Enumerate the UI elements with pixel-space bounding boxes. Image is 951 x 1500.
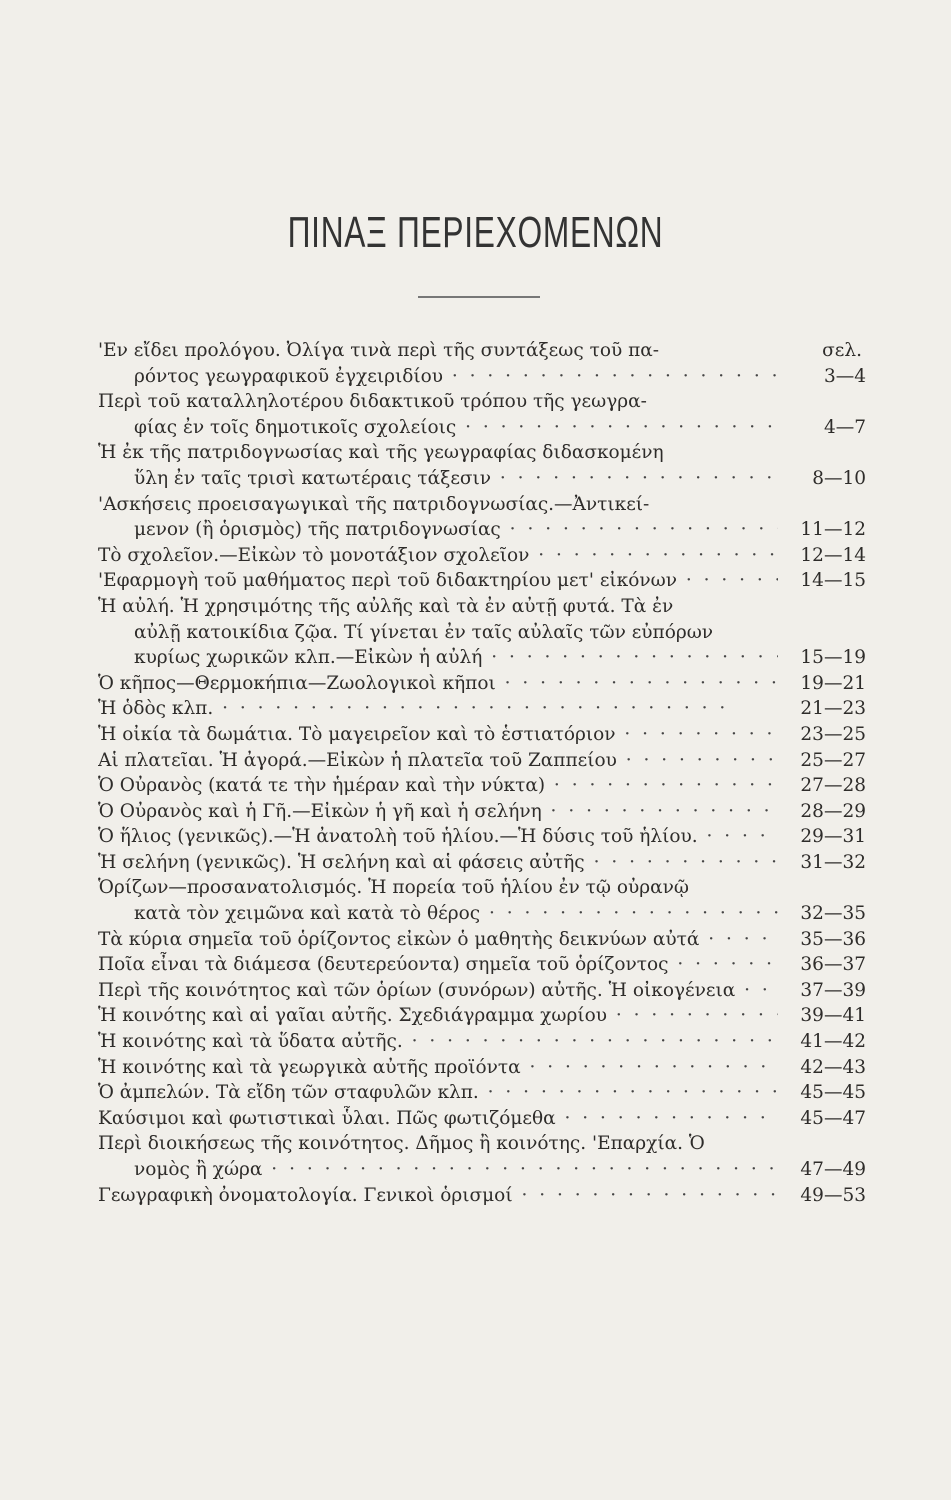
toc-line <box>98 543 868 569</box>
toc-line <box>98 773 868 799</box>
toc-line <box>98 696 868 722</box>
toc-page-range: 37—39 <box>800 979 866 1001</box>
toc-page-range: 4—7 <box>823 416 866 438</box>
toc-line <box>98 517 868 543</box>
leader-dots <box>699 929 778 950</box>
toc-entry-text: Ἡ αὐλή. Ἡ χρησιμότης τῆς αὐλῆς καὶ τὰ ἐν αὐτῇ φυτά. Τὰ ἐν <box>98 595 674 617</box>
toc-entry <box>98 952 868 978</box>
toc-line <box>98 748 868 774</box>
toc-entry-text: Ἡ σελήνη (γενικῶς). Ἡ σελήνη καὶ αἱ φάσεις αὐτῆς <box>98 851 585 873</box>
toc-line <box>98 1157 868 1183</box>
leader-dots <box>213 698 728 719</box>
toc-line <box>98 568 868 594</box>
leader-dots <box>556 1108 778 1129</box>
toc-line <box>98 440 868 466</box>
toc-page-range: 42—43 <box>800 1056 866 1078</box>
toc-entry-text: φίας ἐν τοῖς δημοτικοῖς σχολείοις <box>134 416 457 438</box>
toc-entry <box>98 1131 868 1182</box>
toc-entry <box>98 1055 868 1081</box>
toc-entry <box>98 773 868 799</box>
toc-line <box>98 364 868 390</box>
toc-line <box>98 492 868 518</box>
toc-entry-text: Γεωγραφικὴ ὀνοματολογία. Γενικοὶ ὁρισμοί <box>98 1184 513 1206</box>
page-column-header: σελ. <box>822 340 862 361</box>
toc-line <box>98 875 868 901</box>
title-divider <box>418 296 540 298</box>
toc-page-range: 45—45 <box>800 1082 866 1104</box>
leader-dots <box>443 366 778 387</box>
leader-dots <box>496 673 778 694</box>
table-of-contents <box>98 338 868 1208</box>
toc-page-range: 15—19 <box>800 647 866 669</box>
toc-entry-text: Αἱ πλατεῖαι. Ἡ ἀγορά.—Εἰκὼν ἡ πλατεῖα τοῦ Ζαππείου <box>98 749 617 771</box>
toc-entry-text: μενον (ἢ ὁρισμὸς) τῆς πατριδογνωσίας <box>134 519 501 541</box>
toc-entry <box>98 850 868 876</box>
toc-line <box>98 594 868 620</box>
toc-line <box>98 799 868 825</box>
leader-dots <box>262 1159 777 1180</box>
toc-line <box>98 338 868 364</box>
leader-dots <box>585 852 778 873</box>
leader-dots <box>677 570 778 591</box>
toc-line <box>98 466 868 492</box>
toc-line <box>98 722 868 748</box>
page-title: ΠΙΝΑΞ ΠΕΡΙΕΧΟΜΕΝΩΝ <box>287 208 664 257</box>
toc-page-range: 31—32 <box>800 851 866 873</box>
toc-entry-text: Ἡ ἐκ τῆς πατριδογνωσίας καὶ τῆς γεωγραφίας διδασκομένη <box>98 442 664 464</box>
leader-dots <box>607 1005 778 1026</box>
toc-entry-text: Ὁ ἥλιος (γενικῶς).—Ἡ ἀνατολὴ τοῦ ἡλίου.—Ἡ δύσις τοῦ ἡλίου. <box>98 826 698 848</box>
toc-entry <box>98 492 868 543</box>
toc-page-range: 12—14 <box>800 544 866 566</box>
toc-line <box>98 1055 868 1081</box>
toc-entry-text: Περὶ τοῦ καταλληλοτέρου διδακτικοῦ τρόπου τῆς γεωγρα- <box>98 391 647 413</box>
toc-entry-text: 'Ασκήσεις προεισαγωγικαὶ τῆς πατριδογνωσίας.—Ἀντικεί- <box>98 493 650 515</box>
toc-entry <box>98 748 868 774</box>
leader-dots <box>616 724 778 745</box>
toc-entry <box>98 722 868 748</box>
toc-entry-text: Καύσιμοι καὶ φωτιστικαὶ ὗλαι. Πῶς φωτιζόμεθα <box>98 1107 556 1129</box>
toc-page-range: 14—15 <box>800 570 866 592</box>
toc-entry-text: Ἡ κοινότης καὶ τὰ γεωργικὰ αὐτῆς προϊόντα <box>98 1056 521 1078</box>
toc-page-range: 27—28 <box>800 775 866 797</box>
toc-line <box>98 901 868 927</box>
toc-entry-text: Περὶ διοικήσεως τῆς κοινότητος. Δῆμος ἢ κοινότης. 'Επαρχία. Ὁ <box>98 1133 705 1155</box>
leader-dots <box>542 801 778 822</box>
toc-page-range: 28—29 <box>800 800 866 822</box>
leader-dots <box>501 519 778 540</box>
toc-page-range: 32—35 <box>800 903 866 925</box>
toc-line <box>98 415 868 441</box>
toc-page-range: 41—42 <box>800 1031 866 1053</box>
leader-dots <box>545 775 778 796</box>
toc-line <box>98 1029 868 1055</box>
toc-entry <box>98 1183 868 1209</box>
toc-entry <box>98 1106 868 1132</box>
leader-dots <box>698 826 778 847</box>
toc-entry <box>98 927 868 953</box>
toc-page-range: 39—41 <box>800 1005 866 1027</box>
toc-entry-text: κυρίως χωρικῶν κλπ.—Εἰκὼν ἡ αὐλή <box>134 647 483 669</box>
toc-page-range: 25—27 <box>800 749 866 771</box>
toc-entry <box>98 568 868 594</box>
toc-entry <box>98 338 868 389</box>
toc-entry <box>98 543 868 569</box>
toc-line <box>98 850 868 876</box>
toc-line <box>98 1183 868 1209</box>
toc-line <box>98 1003 868 1029</box>
toc-line <box>98 1106 868 1132</box>
toc-entry <box>98 389 868 440</box>
toc-line <box>98 927 868 953</box>
toc-entries <box>98 338 868 1208</box>
toc-line <box>98 671 868 697</box>
toc-page-range: 49—53 <box>800 1184 866 1206</box>
leader-dots <box>513 1185 778 1206</box>
toc-line <box>98 978 868 1004</box>
toc-entry-text: Ὁρίζων—προσανατολισμός. Ἡ πορεία τοῦ ἡλίου ἐν τῷ οὐρανῷ <box>98 877 689 899</box>
toc-page-range: 45—47 <box>800 1107 866 1129</box>
toc-entry <box>98 875 868 926</box>
toc-entry <box>98 1080 868 1106</box>
toc-line <box>98 1131 868 1157</box>
leader-dots <box>669 954 779 975</box>
leader-dots <box>529 545 778 566</box>
toc-entry-text: Ἡ ὁδὸς κλπ. <box>98 698 214 720</box>
toc-entry-text: Τὰ κύρια σημεῖα τοῦ ὁρίζοντος εἰκὼν ὁ μαθητὴς δεικνύων αὐτά <box>98 928 700 950</box>
toc-page-range: 11—12 <box>800 519 866 541</box>
toc-entry-text: ρόντος γεωγραφικοῦ ἐγχειριδίου <box>134 365 443 387</box>
leader-dots <box>491 468 778 489</box>
toc-entry <box>98 696 868 722</box>
toc-line <box>98 645 868 671</box>
toc-entry <box>98 824 868 850</box>
toc-entry-text: νομὸς ἢ χώρα <box>134 1159 263 1180</box>
toc-entry <box>98 1003 868 1029</box>
toc-entry-text: κατὰ τὸν χειμῶνα καὶ κατὰ τὸ θέρος <box>134 903 481 925</box>
toc-entry-text: αὐλῇ κατοικίδια ζῷα. Τί γίνεται ἐν ταῖς αὐλαῖς τῶν εὐπόρων <box>134 621 714 643</box>
toc-page-range: 23—25 <box>800 723 866 745</box>
toc-entry-text: Ὁ Οὐρανὸς (κατά τε τὴν ἡμέραν καὶ τὴν νύκτα) <box>98 775 546 797</box>
toc-page-range: 19—21 <box>800 672 866 694</box>
toc-entry-text: 'Εφαρμογὴ τοῦ μαθήματος περὶ τοῦ διδακτηρίου μετ' εἰκόνων <box>98 570 677 592</box>
toc-entry-text: Ὁ Οὐρανὸς καὶ ἡ Γῆ.—Εἰκὼν ἡ γῆ καὶ ἡ σελήνη <box>98 800 542 822</box>
leader-dots <box>735 980 778 1001</box>
toc-line <box>98 620 868 646</box>
leader-dots <box>456 417 778 438</box>
toc-entry-text: 'Εν εἴδει προλόγου. Ὀλίγα τινὰ περὶ τῆς συντάξεως τοῦ πα- <box>98 340 659 361</box>
toc-entry-text: Ἡ οἰκία τὰ δωμάτια. Τὸ μαγειρεῖον καὶ τὸ ἑστιατόριον <box>98 723 616 745</box>
toc-entry-text: Περὶ τῆς κοινότητος καὶ τῶν ὁρίων (συνόρων) αὐτῆς. Ἡ οἰκογένεια <box>98 979 736 1001</box>
toc-page-range: 8—10 <box>812 467 866 489</box>
toc-line <box>98 824 868 850</box>
leader-dots <box>617 750 778 771</box>
toc-page-range: 3—4 <box>823 365 866 387</box>
toc-entry <box>98 978 868 1004</box>
toc-entry-text: Ὁ ἀμπελών. Τὰ εἴδη τῶν σταφυλῶν κλπ. <box>98 1082 479 1104</box>
toc-line <box>98 1080 868 1106</box>
toc-line <box>98 389 868 415</box>
leader-dots <box>482 647 778 668</box>
leader-dots <box>480 903 778 924</box>
toc-entry <box>98 1029 868 1055</box>
toc-page-range: 36—37 <box>800 954 866 976</box>
leader-dots <box>521 1057 778 1078</box>
toc-entry-text: Ἡ κοινότης καὶ τὰ ὕδατα αὐτῆς. <box>98 1031 403 1053</box>
toc-entry-text: ὕλη ἐν ταῖς τρισὶ κατωτέραις τάξεσιν <box>134 467 492 489</box>
toc-entry-text: Ἡ κοινότης καὶ αἱ γαῖαι αὐτῆς. Σχεδιάγραμμα χωρίου <box>98 1005 607 1027</box>
leader-dots <box>403 1031 778 1052</box>
toc-entry-text: Ποῖα εἶναι τὰ διάμεσα (δευτερεύοντα) σημεῖα τοῦ ὁρίζοντος <box>98 954 669 976</box>
toc-entry <box>98 799 868 825</box>
toc-page-range: 29—31 <box>800 826 866 848</box>
toc-page-range: 21—23 <box>800 698 866 720</box>
toc-page-range: 35—36 <box>800 928 866 950</box>
toc-page-range: 47—49 <box>800 1159 866 1180</box>
toc-entry-text: Τὸ σχολεῖον.—Εἰκὼν τὸ μονοτάξιον σχολεῖον <box>98 544 530 566</box>
toc-entry <box>98 594 868 671</box>
toc-entry <box>98 440 868 491</box>
toc-line <box>98 952 868 978</box>
toc-entry-text: Ὁ κῆπος—Θερμοκήπια—Ζωολογικοὶ κῆποι <box>98 672 496 694</box>
leader-dots <box>479 1082 778 1103</box>
toc-entry <box>98 671 868 697</box>
